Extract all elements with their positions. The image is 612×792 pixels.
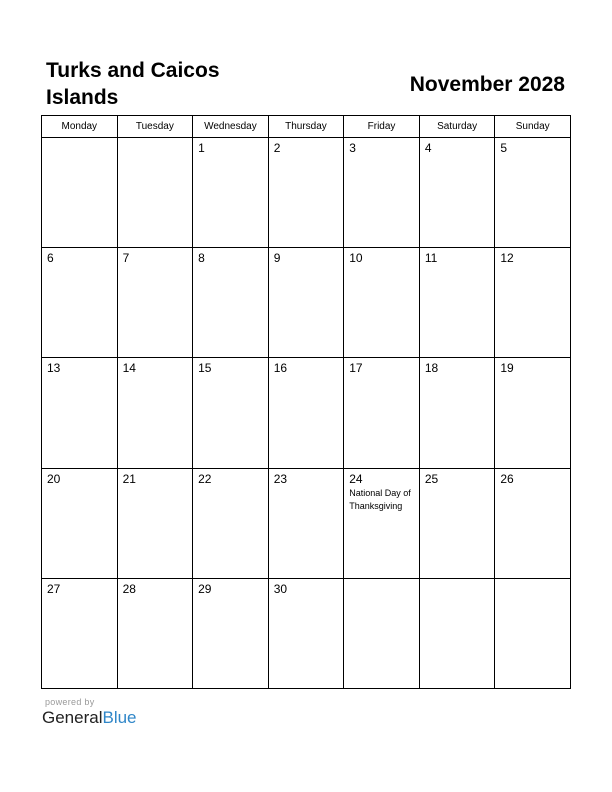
- day-cell: [495, 138, 571, 248]
- day-cell: [193, 138, 269, 248]
- week-row: [42, 138, 571, 248]
- day-cell: [268, 468, 344, 578]
- day-number: 20: [47, 471, 61, 486]
- day-cell: [419, 578, 495, 688]
- weekday-header: Tuesday: [117, 116, 193, 138]
- month-year-title: November 2028: [409, 73, 565, 96]
- week-row: [42, 468, 571, 578]
- weekday-header: Saturday: [419, 116, 495, 138]
- day-number: 2: [273, 141, 281, 155]
- day-number: 28: [122, 581, 136, 596]
- day-number: 29: [198, 581, 212, 596]
- day-cell: [117, 578, 193, 688]
- day-cell: [268, 248, 344, 358]
- holiday-label: National Day of Thanksgiving: [349, 487, 411, 511]
- day-number: 22: [198, 471, 212, 486]
- day-cell: [495, 468, 571, 578]
- logo-general-text: General: [42, 708, 103, 727]
- day-number: 9: [273, 251, 281, 266]
- day-number: 23: [273, 471, 288, 486]
- day-number: 17: [349, 361, 363, 376]
- weekday-header-row: [42, 116, 571, 138]
- day-cell: [117, 468, 193, 578]
- day-cell: [193, 468, 269, 578]
- day-cell: [495, 358, 571, 468]
- weekday-header: Thursday: [268, 116, 344, 138]
- calendar-body: [42, 138, 571, 689]
- day-cell: [193, 358, 269, 468]
- generalblue-logo: [42, 708, 137, 728]
- day-number: 3: [349, 141, 356, 155]
- day-cell: [495, 248, 571, 358]
- day-cell: [268, 578, 344, 688]
- weekday-header: Wednesday: [193, 116, 269, 138]
- day-number: 8: [198, 251, 205, 266]
- day-cell: [495, 578, 571, 688]
- week-row: [42, 248, 571, 358]
- day-cell: [419, 358, 495, 468]
- day-number: 18: [424, 361, 439, 376]
- day-number: 4: [424, 141, 432, 155]
- day-number: 21: [122, 471, 136, 486]
- day-number: 14: [122, 361, 136, 376]
- day-cell: [193, 578, 269, 688]
- weekday-header: Monday: [42, 116, 118, 138]
- day-cell: [42, 468, 118, 578]
- day-number: 27: [47, 581, 61, 596]
- day-cell: [117, 248, 193, 358]
- day-cell: [419, 138, 495, 248]
- day-cell: [344, 358, 420, 468]
- day-cell: [344, 138, 420, 248]
- week-row: [42, 358, 571, 468]
- day-cell: [344, 248, 420, 358]
- day-number: 12: [500, 251, 514, 266]
- weekday-header: Sunday: [495, 116, 571, 138]
- day-number: 1: [198, 141, 205, 155]
- day-cell: [268, 358, 344, 468]
- week-row: [42, 578, 571, 688]
- day-cell: [344, 578, 420, 688]
- day-cell: [344, 468, 420, 578]
- day-cell: [42, 578, 118, 688]
- calendar-grid: [41, 115, 571, 689]
- day-number: 26: [500, 471, 514, 486]
- day-number: 10: [349, 251, 363, 266]
- country-title: Turks and Caicos Islands: [46, 59, 220, 109]
- day-cell: [42, 248, 118, 358]
- day-number: 15: [198, 361, 212, 376]
- day-number: 6: [47, 251, 54, 266]
- powered-by-label: powered by: [45, 697, 95, 707]
- day-cell: [117, 138, 193, 248]
- day-number: 13: [47, 361, 61, 376]
- day-number: 16: [273, 361, 288, 376]
- day-cell: [193, 248, 269, 358]
- day-number: 24: [349, 471, 363, 486]
- day-cell: [419, 248, 495, 358]
- day-number: 25: [424, 471, 439, 486]
- day-number: 11: [424, 251, 438, 266]
- day-number: 5: [500, 141, 508, 155]
- day-number: 30: [273, 581, 288, 596]
- day-number: 7: [122, 251, 130, 266]
- day-cell: [117, 358, 193, 468]
- weekday-header: Friday: [344, 116, 420, 138]
- logo-blue-text: Blue: [102, 708, 137, 727]
- day-cell: [42, 358, 118, 468]
- day-cell: [42, 138, 118, 248]
- day-number: 19: [500, 361, 514, 376]
- day-cell: [419, 468, 495, 578]
- day-cell: [268, 138, 344, 248]
